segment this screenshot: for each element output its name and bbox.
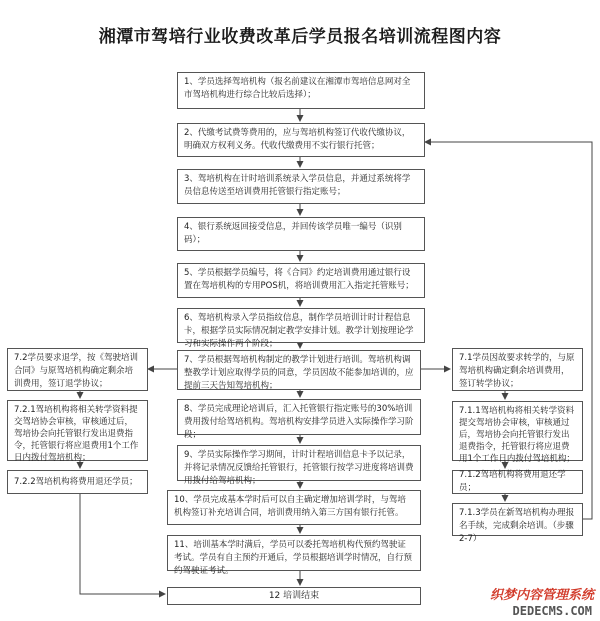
branch-7-2-2-box: 7.2.2驾培机构将费用退还学员； [7, 470, 148, 494]
step-3-box: 3、驾培机构在计时培训系统录入学员信息，并通过系统将学员信息传送至培训费用托管银行指定账号； [177, 169, 425, 204]
step-9-box: 9、学员实际操作学习期间，计时计程培训信息卡予以记录，并将记录情况反馈给托管银行，托管银行按学习进度将培训费用拨付给驾培机构； [177, 445, 421, 481]
branch-7-2-box: 7.2学员要求退学，按《驾驶培训合同》与原驾培机构确定剩余培训费用，签订退学协议； [7, 348, 148, 391]
branch-7-1-3-box: 7.1.3学员在新驾培机构办理报名手续，完成剩余培训。（步骤2-7） [452, 503, 583, 536]
watermark-text: 织梦内容管理系统 [489, 588, 594, 603]
branch-7-1-1-box: 7.1.1驾培机构将相关转学资料提交驾培协会审核，审核通过后，驾培协会向托管银行发出退费指令，托管银行将应退费用1个工作日内拨付驾培机构； [452, 401, 583, 461]
step-5-box: 5、学员根据学员编号，将《合同》约定培训费用通过银行设置在驾培机构的专用POS机，将培训费用汇入指定托管账号； [177, 263, 425, 298]
step-1-box: 1、学员选择驾培机构（报名前建议在湘潭市驾培信息网对全市驾培机构进行综合比较后选择）； [177, 72, 425, 109]
step-7-box: 7、学员根据驾培机构制定的教学计划进行培训。驾培机构调整教学计划应取得学员的同意，学员因故不能参加培训的，应提前三天告知驾培机构； [177, 350, 421, 390]
step-11-box: 11、培训基本学时满后，学员可以委托驾培机构代预约驾驶证考试。学员有自主预约开通后，学员根据培训学时情况，自行预约驾驶证考试。 [167, 535, 421, 571]
diagram-title: 湘潭市驾培行业收费改革后学员报名培训流程图内容 [98, 27, 502, 47]
step-10-box: 10、学员完成基本学时后可以自主确定增加培训学时，与驾培机构签订补充培训合同，培训费用纳入第三方国有银行托管。 [167, 490, 421, 525]
arrow-left-to-end [80, 494, 165, 594]
branch-7-1-2-box: 7.1.2驾培机构将费用退还学员； [452, 470, 583, 494]
step-6-box: 6、驾培机构录入学员指纹信息，制作学员培训计时计程信息卡，根据学员实际情况制定教学安排计划。教学计划按理论学习和实际操作两个阶段； [177, 308, 425, 343]
step-2-box: 2、代缴考试费等费用的，应与驾培机构签订代收代缴协议，明确双方权利义务。代收代缴费用不实行银行托管； [177, 123, 425, 157]
branch-7-2-1-box: 7.2.1驾培机构将相关转学资料提交驾培协会审核，审核通过后，驾培协会向托管银行发出退费指令，托管银行将应退费用1个工作日内拨付驾培机构； [7, 400, 148, 461]
step-8-box: 8、学员完成理论培训后，汇入托管银行指定账号的30%培训费用拨付给驾培机构。驾培机构安排学员进入实际操作学习阶段； [177, 399, 421, 435]
step-12-end-box: 12 培训结束 [167, 587, 421, 605]
branch-7-1-box: 7.1学员因故要求转学的，与原驾培机构确定剩余培训费用，签订转学协议； [452, 348, 583, 391]
step-4-box: 4、银行系统返回接受信息，并回传该学员唯一编号（识别码）； [177, 217, 425, 251]
watermark-domain: DEDECMS.COM [512, 604, 592, 618]
